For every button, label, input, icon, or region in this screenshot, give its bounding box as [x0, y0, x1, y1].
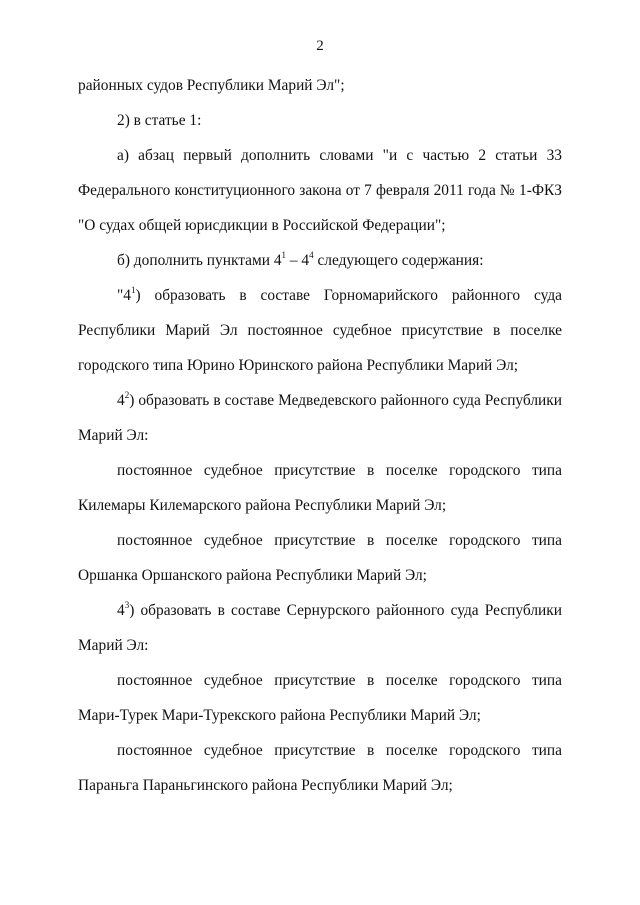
text-line: постоянное судебное присутствие в поселке городского типа — [117, 742, 562, 759]
text-run: "4 — [117, 287, 131, 304]
text-line: постоянное судебное присутствие в поселке городского типа — [117, 672, 562, 689]
text-line: Федерального конституционного закона от 7 февраля 2011 года № 1-ФКЗ — [78, 182, 562, 199]
text-line: Республики Марий Эл постоянное судебное присутствие в поселке — [78, 322, 562, 339]
text-line — [117, 251, 562, 271]
text-line: постоянное судебное присутствие в поселке городского типа — [117, 462, 562, 479]
text-run: 4 — [117, 602, 125, 619]
text-run: следующего содержания: — [313, 252, 484, 269]
text-run: б) дополнить пунктами 4 — [117, 252, 282, 269]
text-line: Марий Эл: — [78, 427, 149, 444]
page-number: 2 — [316, 38, 324, 54]
text-line: "О судах общей юрисдикции в Российской Федерации"; — [78, 217, 446, 234]
superscript: 1 — [130, 284, 136, 295]
text-line — [117, 286, 562, 306]
text-line — [117, 601, 562, 621]
superscript: 3 — [124, 599, 130, 610]
text-line: Килемары Килемарского района Республики Марий Эл; — [78, 497, 447, 514]
text-line: а) абзац первый дополнить словами "и с частью 2 статьи 33 — [117, 147, 562, 164]
text-run: ) образовать в составе Горномарийского районного суда — [135, 287, 562, 304]
text-run: ) образовать в составе Медведевского районного суда Республики — [129, 392, 562, 409]
text-run: – 4 — [286, 252, 310, 269]
text-line: Оршанка Оршанского района Республики Марий Эл; — [78, 567, 427, 584]
superscript: 4 — [309, 249, 314, 260]
text-line — [117, 391, 562, 411]
text-line: городского типа Юрино Юринского района Республики Марий Эл; — [78, 357, 519, 374]
superscript: 1 — [281, 249, 287, 260]
text-run: 4 — [117, 392, 125, 409]
list-item-heading: 2) в статье 1: — [117, 112, 202, 129]
text-line: постоянное судебное присутствие в поселке городского типа — [117, 532, 562, 549]
text-run: ) образовать в составе Сернурского районного суда Республики — [129, 602, 562, 619]
text-line: Мари-Турек Мари-Турекского района Республики Марий Эл; — [78, 707, 481, 724]
text-line: Параньга Параньгинского района Республики Марий Эл; — [78, 777, 453, 794]
text-line: Марий Эл: — [78, 637, 149, 654]
superscript: 2 — [124, 389, 130, 400]
text-line: районных судов Республики Марий Эл"; — [78, 77, 345, 94]
